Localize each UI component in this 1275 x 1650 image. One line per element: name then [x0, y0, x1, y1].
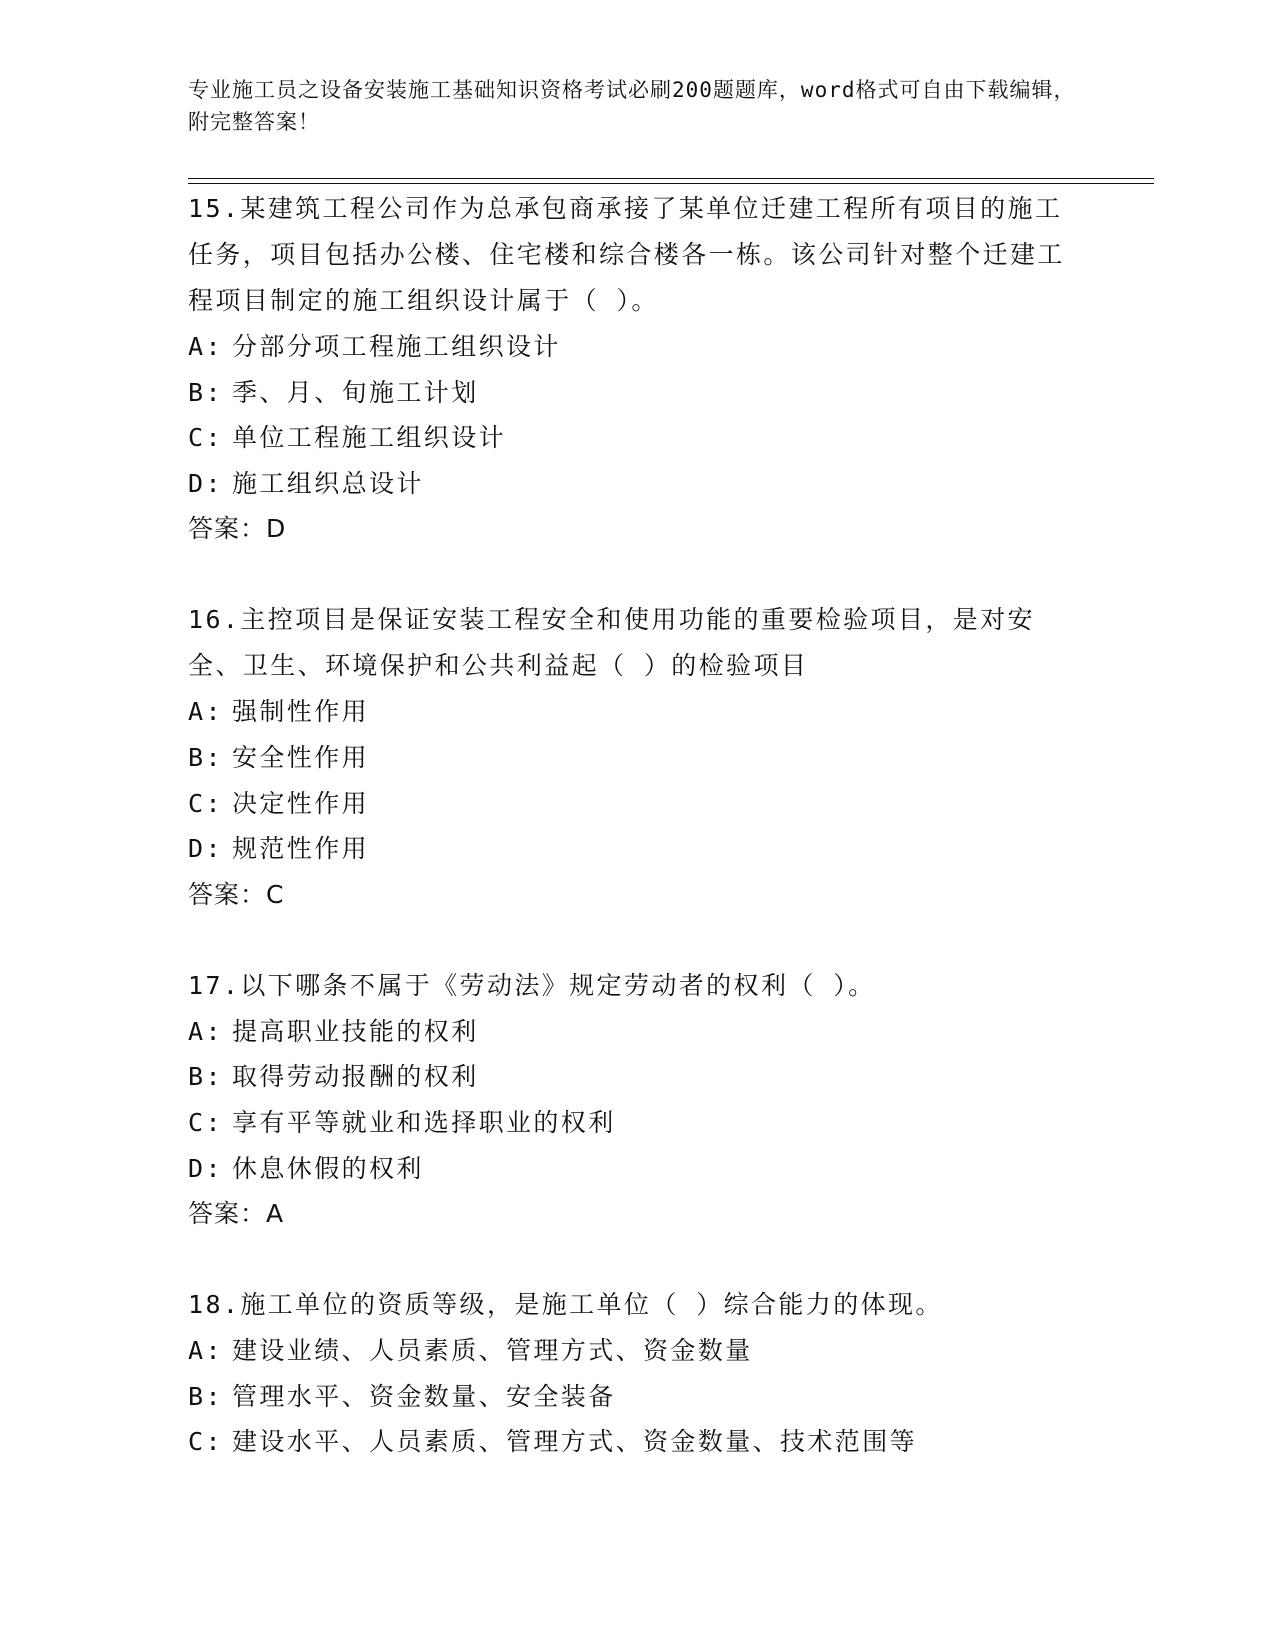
- question-18: [188, 1282, 1088, 1465]
- option-b: [188, 370, 1088, 416]
- option-text: 提高职业技能的权利: [232, 1016, 479, 1046]
- option-label: D:: [188, 468, 223, 498]
- answer: 答案：A: [188, 1199, 285, 1229]
- option-c: [188, 781, 1088, 827]
- question-17: [188, 963, 1088, 1237]
- option-label: B:: [188, 1062, 223, 1092]
- option-text: 强制性作用: [232, 697, 370, 727]
- option-text: 决定性作用: [232, 788, 370, 818]
- option-label: A:: [188, 332, 223, 361]
- option-label: A:: [188, 697, 223, 727]
- option-b: [188, 1374, 1088, 1420]
- option-label: C:: [188, 788, 223, 818]
- question-list: [188, 186, 1088, 1510]
- option-label: D:: [188, 834, 223, 864]
- option-a: [188, 1328, 1088, 1374]
- option-label: A:: [188, 1336, 223, 1366]
- option-c: [188, 1419, 1088, 1465]
- option-label: C:: [188, 1427, 223, 1457]
- option-d: [188, 461, 1088, 507]
- document-header: 专业施工员之设备安装施工基础知识资格考试必刷200题题库，word格式可自由下载编辑，附完整答案！: [188, 78, 1076, 134]
- answer: 答案：C: [188, 879, 285, 909]
- option-c: [188, 415, 1088, 461]
- option-d: [188, 1146, 1088, 1192]
- option-b: [188, 735, 1088, 781]
- option-text: 建设水平、人员素质、管理方式、资金数量、技术范围等: [232, 1427, 918, 1457]
- option-c: [188, 1100, 1088, 1146]
- header-rule-top: [188, 178, 1154, 179]
- option-text: 规范性作用: [232, 834, 370, 864]
- option-d: [188, 826, 1088, 872]
- question-stem: 15.某建筑工程公司作为总承包商承接了某单位迁建工程所有项目的施工任务，项目包括办公楼、住宅楼和综合楼各一栋。该公司针对整个迁建工程项目制定的施工组织设计属于（ ）。: [188, 194, 1065, 315]
- option-text: 管理水平、资金数量、安全装备: [232, 1381, 616, 1411]
- answer: 答案：D: [188, 514, 287, 544]
- option-label: C:: [188, 1107, 223, 1137]
- option-text: 分部分项工程施工组织设计: [232, 332, 561, 361]
- option-text: 安全性作用: [232, 742, 370, 772]
- option-a: [188, 689, 1088, 735]
- option-b: [188, 1054, 1088, 1100]
- header-rule-bottom: [188, 183, 1154, 184]
- question-stem: 17.以下哪条不属于《劳动法》规定劳动者的权利（ ）。: [188, 970, 876, 1000]
- option-label: D:: [188, 1153, 223, 1183]
- question-stem: 18.施工单位的资质等级，是施工单位（ ）综合能力的体现。: [188, 1290, 943, 1320]
- option-a: [188, 1009, 1088, 1055]
- option-text: 季、月、旬施工计划: [232, 377, 479, 407]
- option-label: A:: [188, 1016, 223, 1046]
- option-text: 施工组织总设计: [232, 468, 424, 498]
- question-15: [188, 186, 1088, 552]
- option-label: B:: [188, 742, 223, 772]
- option-text: 享有平等就业和选择职业的权利: [232, 1107, 616, 1137]
- option-text: 休息休假的权利: [232, 1153, 424, 1183]
- option-a: [188, 324, 1088, 370]
- option-text: 建设业绩、人员素质、管理方式、资金数量: [232, 1336, 753, 1366]
- question-16: [188, 597, 1088, 917]
- option-label: C:: [188, 423, 223, 453]
- option-label: B:: [188, 377, 223, 407]
- question-stem: 16.主控项目是保证安装工程安全和使用功能的重要检验项目，是对安全、卫生、环境保护和公共利益起（ ）的检验项目: [188, 605, 1035, 681]
- option-text: 取得劳动报酬的权利: [232, 1062, 479, 1092]
- option-text: 单位工程施工组织设计: [232, 423, 507, 453]
- option-label: B:: [188, 1381, 223, 1411]
